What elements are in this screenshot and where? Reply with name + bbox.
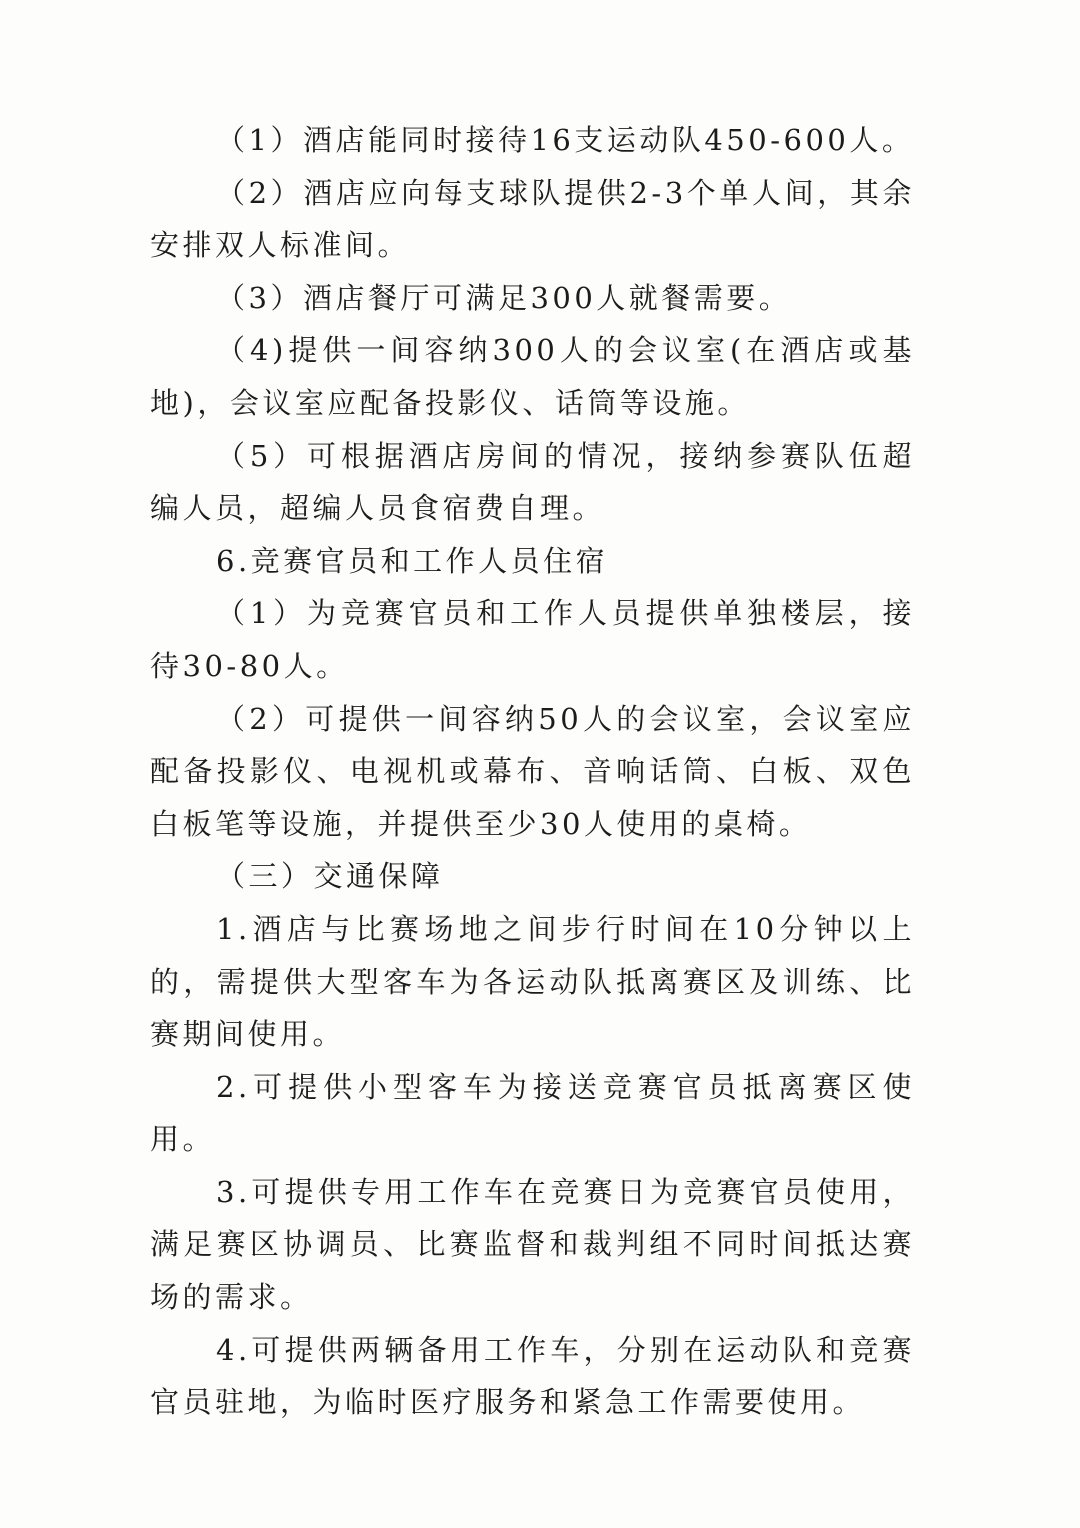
paragraph-large-bus: 1.酒店与比赛场地之间步行时间在10分钟以上的，需提供大型客车为各运动队抵离赛区及训练、比赛期间使用。 xyxy=(150,911,915,1052)
paragraph-extra-staff: （5）可根据酒店房间的情况，接纳参赛队伍超编人员，超编人员食宿费自理。 xyxy=(150,438,915,526)
paragraph-work-vehicle: 3.可提供专用工作车在竞赛日为竞赛官员使用，满足赛区协调员、比赛监督和裁判组不同时间抵达赛场的需求。 xyxy=(150,1174,915,1315)
paragraph-officials-floor: （1）为竞赛官员和工作人员提供单独楼层，接待30-80人。 xyxy=(150,596,915,683)
paragraph-backup-vehicles: 4.可提供两辆备用工作车，分别在运动队和竞赛官员驻地，为临时医疗服务和紧急工作需要使用。 xyxy=(150,1332,915,1420)
document-body xyxy=(150,114,915,1429)
section-heading-officials-accommodation: 6.竞赛官员和工作人员住宿 xyxy=(216,543,609,578)
paragraph-officials-meeting-room: （2）可提供一间容纳50人的会议室，会议室应配备投影仪、电视机或幕布、音响话筒、白板、双色白板笔等设施，并提供至少30人使用的桌椅。 xyxy=(150,701,915,841)
paragraph-meeting-room: （4)提供一间容纳300人的会议室(在酒店或基地)，会议室应配备投影仪、话筒等设施。 xyxy=(150,333,915,420)
paragraph-small-bus: 2.可提供小型客车为接送竞赛官员抵离赛区使用。 xyxy=(150,1069,915,1157)
paragraph-single-rooms: （2）酒店应向每支球队提供2-3个单人间，其余安排双人标准间。 xyxy=(150,175,915,263)
section-heading-transport: （三）交通保障 xyxy=(216,859,444,894)
paragraph-restaurant: （3）酒店餐厅可满足300人就餐需要。 xyxy=(216,280,792,315)
paragraph-hotel-capacity: （1）酒店能同时接待16支运动队450-600人。 xyxy=(216,123,915,157)
